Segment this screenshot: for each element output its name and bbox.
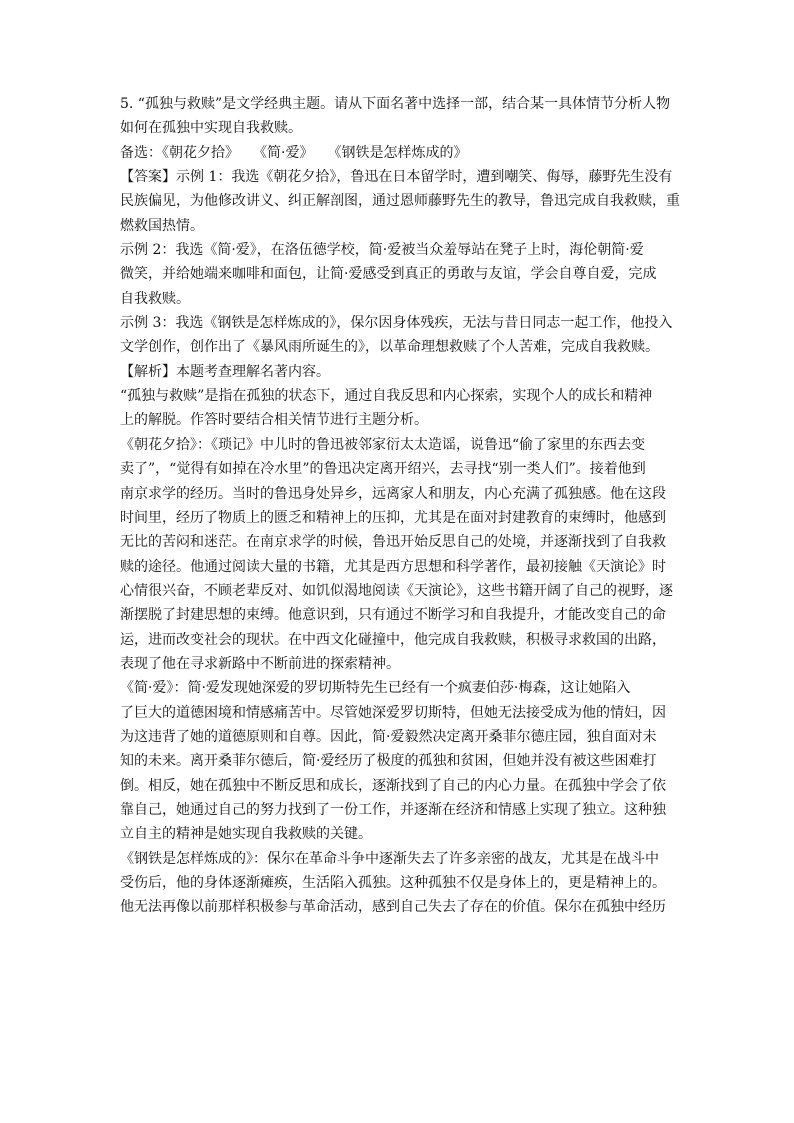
jane-line-4: 知的未来。离开桑菲尔德后，简·爱经历了极度的孤独和贫困，但她并没有被这些困难打 (120, 753, 657, 770)
options-line: 备选：《朝花夕拾》 《简·爱》 《钢铁是怎样炼成的》 (120, 144, 468, 161)
zhaohua-line-10: 表现了他在寻求新路中不断前进的探索精神。 (120, 655, 400, 672)
answer-line-3: 燃救国热情。 (120, 217, 204, 234)
zhaohua-line-9: 运，进而改变社会的现状。在中西文化碰撞中，他完成自我救赎，积极寻求救国的出路， (120, 631, 666, 648)
zhaohua-line-3: 南京求学的经历。当时的鲁迅身处异乡，远离家人和朋友，内心充满了孤独感。他在这段 (120, 485, 666, 502)
steel-line-2: 受伤后，他的身体逐渐瘫痪，生活陷入孤独。这种孤独不仅是身体上的，更是精神上的。 (120, 875, 666, 891)
jane-line-5: 倒。相反，她在孤独中不断反思和成长，逐渐找到了自己的内心力量。在孤独中学会了依 (120, 777, 666, 794)
document-page (120, 92, 680, 920)
zhaohua-line-7: 心情很兴奋，不顾老辈反对、如饥似渴地阅读《天演论》，这些书籍开阔了自己的视野，逐 (120, 582, 673, 599)
example2-line-3: 自我救赎。 (120, 290, 190, 307)
example2-line-2: 微笑，并给她端来咖啡和面包，让简·爱感受到真正的勇敢与友谊，学会自尊自爱，完成 (120, 266, 657, 283)
zhaohua-line-5: 无比的苦闷和迷茫。在南京求学的时候，鲁迅开始反思自己的处境，并逐渐找到了自我救 (120, 534, 666, 551)
answer-line-2: 民族偏见，为他修改讲义、纠正解剖图，通过恩师藤野先生的教导，鲁迅完成自我救赎，重 (120, 193, 680, 210)
question-line-1: 5. “孤独与救赎”是文学经典主题。请从下面名著中选择一部，结合某一具体情节分析人物 (120, 96, 671, 112)
jane-line-1: 《简·爱》：简·爱发现她深爱的罗切斯特先生已经有一个疯妻伯莎·梅森，这让她陷入 (120, 680, 631, 697)
zhaohua-line-1: 《朝花夕拾》：《琐记》中儿时的鲁迅被邻家衍太太造谣，说鲁迅“偷了家里的东西去变 (120, 436, 646, 453)
example3-line-2: 文学创作，创作出了《暴风雨所诞生的》，以革命理想救赎了个人苦难，完成自我救赎。 (120, 339, 659, 356)
answer-line-1: 【答案】示例 1：我选《朝花夕拾》，鲁迅在日本留学时，遭到嘲笑、侮辱，藤野先生没有 (120, 169, 673, 186)
analysis-line-3: 上的解脱。作答时要结合相关情节进行主题分析。 (120, 412, 428, 429)
jane-line-6: 靠自己，她通过自己的努力找到了一份工作，并逐渐在经济和情感上实现了独立。这种独 (120, 801, 666, 818)
zhaohua-line-8: 渐摆脱了封建思想的束缚。他意识到，只有通过不断学习和自我提升，才能改变自己的命 (120, 607, 666, 624)
zhaohua-line-4: 时间里，经历了物质上的匮乏和精神上的压抑，尤其是在面对封建教育的束缚时，他感到 (120, 509, 666, 526)
steel-line-3: 他无法再像以前那样积极参与革命活动，感到自己失去了存在的价值。保尔在孤独中经历 (120, 899, 666, 916)
jane-line-7: 立自主的精神是她实现自我救赎的关键。 (120, 826, 372, 843)
analysis-line-1: 【解析】本题考查理解名著内容。 (120, 363, 330, 380)
steel-line-1: 《钢铁是怎样炼成的》：保尔在革命斗争中逐渐失去了许多亲密的战友，尤其是在战斗中 (120, 850, 659, 867)
zhaohua-line-6: 赎的途径。他通过阅读大量的书籍，尤其是西方思想和科学著作，最初接触《天演论》时 (120, 558, 666, 575)
example2-line-1: 示例 2：我选《简·爱》，在洛伍德学校，简·爱被当众羞辱站在凳子上时，海伦朝简·爱 (120, 242, 644, 259)
jane-line-2: 了巨大的道德困境和情感痛苦中。尽管她深爱罗切斯特，但她无法接受成为他的情妇，因 (120, 704, 666, 721)
question-line-2: 如何在孤独中实现自我救赎。 (120, 120, 302, 137)
zhaohua-line-2: 卖了”，“觉得有如掉在冷水里”的鲁迅决定离开绍兴，去寻找“别一类人们”。接着他到 (120, 461, 646, 478)
example3-line-1: 示例 3：我选《钢铁是怎样炼成的》，保尔因身体残疾，无法与昔日同志一起工作，他投入 (120, 315, 673, 332)
analysis-line-2: “孤独与救赎”是指在孤独的状态下，通过自我反思和内心探索，实现个人的成长和精神 (120, 388, 653, 405)
jane-line-3: 为这违背了她的道德原则和自尊。因此，简·爱毅然决定离开桑菲尔德庄园，独自面对未 (120, 728, 657, 745)
